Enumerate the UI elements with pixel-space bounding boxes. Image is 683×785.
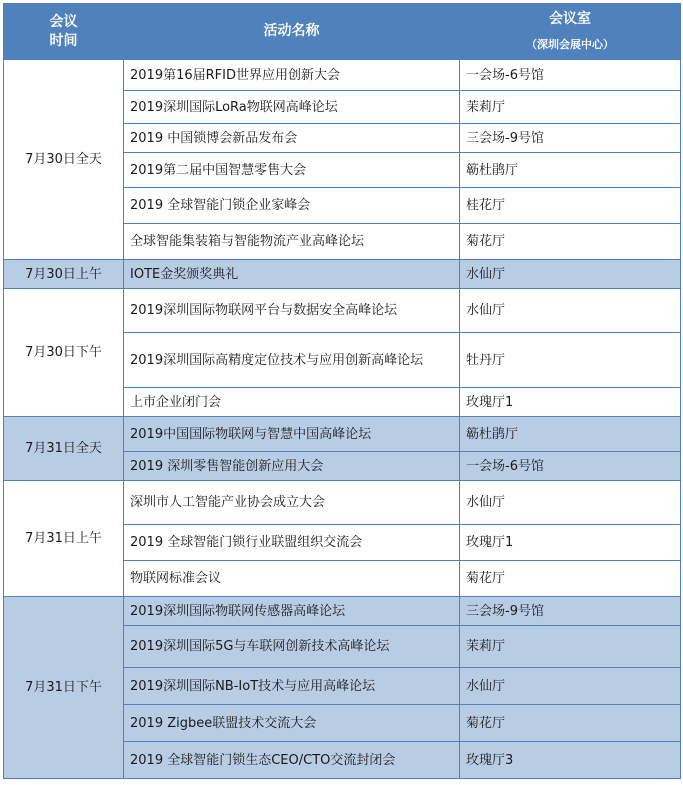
room-cell: 簕杜鹃厅 bbox=[460, 153, 681, 188]
room-cell: 桂花厅 bbox=[460, 188, 681, 224]
table-row bbox=[4, 597, 681, 626]
activity-cell: 2019深圳国际高精度定位技术与应用创新高峰论坛 bbox=[124, 333, 460, 388]
activity-cell: 物联网标准会议 bbox=[124, 561, 460, 597]
activity-cell: 2019深圳国际物联网平台与数据安全高峰论坛 bbox=[124, 289, 460, 333]
activity-cell: 2019 中国锁博会新品发布会 bbox=[124, 124, 460, 153]
room-cell: 玫瑰厅1 bbox=[460, 388, 681, 417]
room-cell: 茉莉厅 bbox=[460, 626, 681, 668]
header-time-line1: 会议 bbox=[49, 13, 78, 30]
table-body bbox=[4, 60, 681, 779]
time-cell: 7月30日上午 bbox=[4, 260, 124, 289]
activity-cell: 深圳市人工智能产业协会成立大会 bbox=[124, 481, 460, 525]
activity-cell: 2019 深圳零售智能创新应用大会 bbox=[124, 452, 460, 481]
room-cell: 茉莉厅 bbox=[460, 91, 681, 124]
header-time-line2: 时间 bbox=[49, 32, 78, 49]
table-row bbox=[4, 260, 681, 289]
room-cell: 簕杜鹃厅 bbox=[460, 417, 681, 452]
activity-cell: 2019 全球智能门锁行业联盟组织交流会 bbox=[124, 525, 460, 561]
room-cell: 水仙厅 bbox=[460, 289, 681, 333]
header-room-sub: （深圳会展中心） bbox=[526, 37, 614, 51]
room-cell: 菊花厅 bbox=[460, 705, 681, 742]
header-row bbox=[4, 4, 681, 60]
activity-cell: 上市企业闭门会 bbox=[124, 388, 460, 417]
activity-cell: 2019深圳国际LoRa物联网高峰论坛 bbox=[124, 91, 460, 124]
room-cell: 一会场-6号馆 bbox=[460, 60, 681, 91]
time-cell: 7月30日下午 bbox=[4, 289, 124, 417]
time-cell: 7月31日上午 bbox=[4, 481, 124, 597]
table-header bbox=[4, 4, 681, 60]
activity-cell: 2019深圳国际NB-IoT技术与应用高峰论坛 bbox=[124, 668, 460, 705]
header-room-label: 会议室 bbox=[549, 10, 591, 27]
activity-cell: 2019中国国际物联网与智慧中国高峰论坛 bbox=[124, 417, 460, 452]
activity-cell: 2019 Zigbee联盟技术交流大会 bbox=[124, 705, 460, 742]
time-cell: 7月31日全天 bbox=[4, 417, 124, 481]
room-cell: 水仙厅 bbox=[460, 481, 681, 525]
room-cell: 水仙厅 bbox=[460, 260, 681, 289]
room-cell: 三会场-9号馆 bbox=[460, 597, 681, 626]
table-row bbox=[4, 60, 681, 91]
time-cell: 7月30日全天 bbox=[4, 60, 124, 260]
room-cell: 三会场-9号馆 bbox=[460, 124, 681, 153]
header-activity-label: 活动名称 bbox=[263, 23, 320, 39]
header-room bbox=[460, 4, 681, 60]
table-row bbox=[4, 481, 681, 525]
room-cell: 玫瑰厅3 bbox=[460, 742, 681, 779]
activity-cell: 2019 全球智能门锁企业家峰会 bbox=[124, 188, 460, 224]
activity-cell: 2019第二届中国智慧零售大会 bbox=[124, 153, 460, 188]
activity-cell: 2019深圳国际物联网传感器高峰论坛 bbox=[124, 597, 460, 626]
room-cell: 水仙厅 bbox=[460, 668, 681, 705]
activity-cell: 2019第16届RFID世界应用创新大会 bbox=[124, 60, 460, 91]
activity-cell: 2019 全球智能门锁生态CEO/CTO交流封闭会 bbox=[124, 742, 460, 779]
room-cell: 牡丹厅 bbox=[460, 333, 681, 388]
room-cell: 一会场-6号馆 bbox=[460, 452, 681, 481]
activity-cell: 2019深圳国际5G与车联网创新技术高峰论坛 bbox=[124, 626, 460, 668]
activity-cell: IOTE金奖颁奖典礼 bbox=[124, 260, 460, 289]
header-activity bbox=[124, 4, 460, 60]
time-cell: 7月31日下午 bbox=[4, 597, 124, 779]
room-cell: 玫瑰厅1 bbox=[460, 525, 681, 561]
activity-cell: 全球智能集装箱与智能物流产业高峰论坛 bbox=[124, 224, 460, 260]
table-row bbox=[4, 289, 681, 333]
room-cell: 菊花厅 bbox=[460, 561, 681, 597]
schedule-table bbox=[3, 3, 681, 779]
table-row bbox=[4, 417, 681, 452]
room-cell: 菊花厅 bbox=[460, 224, 681, 260]
header-time bbox=[4, 4, 124, 60]
